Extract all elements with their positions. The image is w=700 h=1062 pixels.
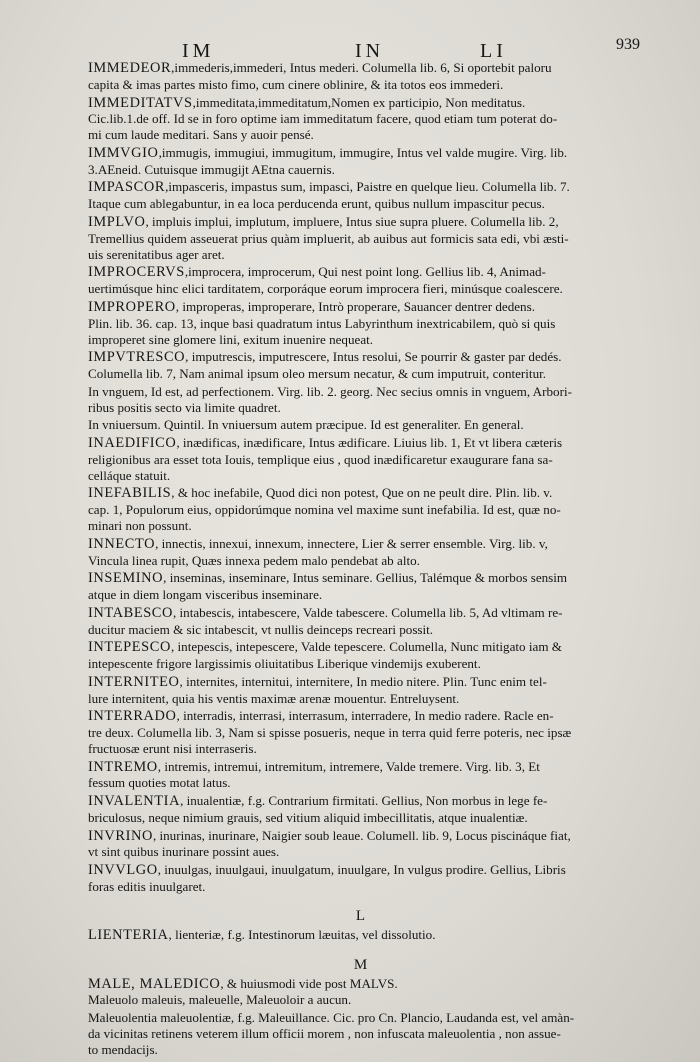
entry-line (88, 332, 673, 348)
entry-text: Maleuolo maleuis, maleuelle, Maleuoloir a aucun. (88, 992, 352, 1008)
entry-text: improperet sine glomere lini, exitum inuenire nequeat. (88, 331, 374, 347)
entry-line (88, 196, 673, 212)
entry-headword: MALE, MALEDICO (88, 975, 221, 992)
entry-text: Columella lib. 7, Nam animal ipsum oleo mersum necatur, & cum imputruit, conteritur. (88, 366, 547, 382)
entry-text: , imputrescis, imputrescere, Intus resolui, Se pourrir & gaster par dedés. (185, 349, 562, 365)
entry-line (88, 844, 673, 860)
entry-text: , internites, internitui, internitere, In medio nitere. Plin. Tunc enim tel- (179, 673, 547, 689)
entry-text: celláque statuit. (88, 467, 171, 483)
dictionary-entry (88, 264, 673, 297)
entry-text: Tremellius quidem asseuerat prius quàm impluerit, ab auibus aut formicis sata edi, vbi æsti- (88, 230, 569, 246)
entry-line (88, 1010, 673, 1026)
entry-text: In vniuersum. Quintil. In vniuersum autem præcipue. Id est generaliter. En general. (88, 417, 524, 433)
entry-text: ,improcera, improcerum, Qui nest point long. Gellius lib. 4, Animad- (184, 264, 546, 280)
entry-line (88, 127, 673, 143)
entry-line (88, 674, 673, 691)
entry-line (88, 349, 673, 366)
dictionary-entry (88, 759, 673, 792)
entry-text: , & huiusmodi vide post MALVS. (220, 975, 398, 991)
dictionary-entry (88, 384, 673, 416)
entry-line (88, 725, 673, 741)
entry-text: , intremis, intremui, intremitum, intremere, Valde tremere. Virg. lib. 3, Et (157, 758, 540, 774)
entry-text: Itaque cum ablegabuntur, in ea loca perducenda erunt, quibus nullum impascitur pecus. (88, 196, 545, 212)
entry-text: fessum quoties motat latus. (88, 775, 231, 791)
entry-headword: IMMEDITATVS (88, 94, 193, 111)
entry-text: Maleuolentia maleuolentiæ, f.g. Maleuillance. Cic. pro Cn. Plancio, Laudanda est, vel amàn- (88, 1010, 575, 1026)
dictionary-entry (88, 179, 673, 212)
dictionary-entry (88, 60, 673, 93)
entry-headword: IMPVTRESCO (88, 349, 186, 366)
entry-line (88, 231, 673, 247)
dictionary-entry (88, 214, 673, 263)
page-number: 939 (616, 36, 640, 53)
entry-line (88, 299, 673, 316)
entry-headword: INAEDIFICO (88, 434, 177, 451)
entry-headword: INTERNITEO (88, 673, 180, 690)
entry-line (88, 810, 673, 826)
entry-headword: INSEMINO (88, 570, 164, 587)
entry-headword: IMMEDEOR (88, 60, 172, 76)
entry-line (88, 741, 673, 757)
entry-line (88, 452, 673, 468)
entry-text: , lienteriæ, f.g. Intestinorum læuitas, vel dissolutio. (168, 926, 436, 942)
entry-line (88, 111, 673, 127)
dictionary-entry (88, 95, 673, 144)
entry-line (88, 60, 673, 77)
dictionary-entry (88, 485, 673, 534)
entry-headword: INTERRADO (88, 708, 177, 725)
entry-text: , inseminas, inseminare, Intus seminare. Gellius, Talémque & morbos sensim (163, 570, 568, 586)
entry-headword: INVVLGO (88, 862, 158, 879)
dictionary-entry (88, 299, 673, 348)
entry-line (88, 622, 673, 638)
entry-text: ,immeditata,immeditatum,Nomen ex participio, Non meditatus. (192, 94, 526, 110)
dictionary-entry (88, 417, 673, 433)
entry-text: mi cum laude meditari. Sans y auoir pensé. (88, 127, 314, 143)
entry-line (88, 759, 673, 776)
entry-text: vt sint quibus inurinare possint aues. (88, 844, 280, 860)
entry-line (88, 247, 673, 263)
entry-text: religionibus ara esset tota Iouis, templique eius , quod inædificaretur exaugurare fana sa- (88, 451, 553, 467)
dictionary-entry (88, 674, 673, 707)
section-letter-heading: M (353, 956, 368, 973)
dictionary-entry (88, 927, 673, 944)
entry-line (88, 605, 673, 622)
entry-text: In vnguem, Id est, ad perfectionem. Virg. lib. 2. georg. Nec secius omnis in vnguem, Arbori- (88, 383, 572, 399)
dictionary-entry (88, 1010, 673, 1058)
entry-line (88, 281, 673, 297)
entry-line (88, 214, 673, 231)
entry-line (88, 879, 673, 895)
entry-line (88, 927, 673, 944)
entry-text: , inuulgas, inuulgaui, inuulgatum, inuulgare, In vulgus prodire. Gellius, Libris (157, 862, 566, 878)
entry-headword: LIENTERIA (88, 926, 169, 943)
dictionary-entry (88, 536, 673, 569)
entry-headword: IMMVGIO (88, 144, 159, 161)
entry-text: uertimúsque hinc elici tarditatem, corporáque eorum improcera fieri, minúsque coalescere. (88, 281, 563, 297)
entry-line (88, 264, 673, 281)
entry-text: , intepescis, intepescere, Valde tepescere. Columella, Nunc mitigato iam & (170, 639, 562, 655)
entry-text: , innectis, innexui, innexum, innectere, Lier & serrer ensemble. Virg. lib. v, (155, 535, 548, 551)
entry-line (88, 95, 673, 112)
entry-text: lure internitent, quia his ventis maximæ arenæ mouentur. Entreluysent. (88, 690, 460, 706)
entry-headword: INTREMO (88, 758, 158, 775)
entry-text: tre deux. Columella lib. 3, Nam si spisse posueris, neque in terra quid ferre poteris, nec ipsæ (88, 725, 572, 741)
entry-line (88, 179, 673, 196)
entry-line (88, 417, 673, 433)
entry-line (88, 468, 673, 484)
entry-line (88, 316, 673, 332)
dictionary-entry (88, 708, 673, 757)
entry-text: ,immederis,immederi, Intus mederi. Columella lib. 6, Si oportebit paloru (171, 60, 552, 75)
entry-line (88, 639, 673, 656)
entry-line (88, 384, 673, 400)
entry-line (88, 587, 673, 603)
entry-text: atque in diem longam visceribus inseminare. (88, 587, 323, 603)
entry-text: intepescente frigore largissimis oliuitatibus Liberique vindemijs exuberent. (88, 656, 481, 672)
entry-line (88, 656, 673, 672)
entry-line (88, 77, 673, 93)
entry-text: foras editis inuulgaret. (88, 878, 206, 894)
entry-text: , improperas, improperare, Intrò properare, Sauancer dentrer dedens. (175, 298, 535, 314)
header-right-guide: LI (480, 40, 507, 62)
entry-text: Vincula linea rupit, Quæs innexa pedem malo pendebat ab alto. (88, 552, 420, 568)
entry-headword: INVALENTIA (88, 793, 181, 810)
entry-text: ribus positis secto via limite quadret. (88, 399, 281, 415)
entry-headword: IMPLVO (88, 213, 146, 230)
entry-line (88, 828, 673, 845)
entry-text: da vicinitas retinens veterem illum officii morem , non infuscata maleuolentia , non assue- (88, 1025, 561, 1041)
entry-line (88, 162, 673, 178)
entry-line (88, 775, 673, 791)
entry-headword: IMPROCERVS (88, 264, 185, 281)
entry-text: , impluis implui, implutum, impluere, Intus siue supra pluere. Columella lib. 2, (145, 213, 559, 229)
entry-text: , inædificas, inædificare, Intus ædificare. Liuius lib. 1, Et vt libera cæteris (176, 434, 563, 450)
entry-headword: INTEPESCO (88, 639, 171, 656)
entry-line (88, 485, 673, 502)
entry-text: briculosus, neque nimium grauis, sed vitium aliquid imbecillitatis, atque inualentiæ. (88, 809, 528, 825)
entry-line (88, 502, 673, 518)
entry-text: , & hoc inefabile, Quod dici non potest, Que on ne peult dire. Plin. lib. v. (171, 485, 553, 501)
dictionary-entry (88, 605, 673, 638)
entry-text: 3.AEneid. Cutuisque immugijt AEtna cauernis. (88, 161, 335, 177)
dictionary-entry (88, 828, 673, 861)
entry-line (88, 976, 673, 993)
entry-text: minari non possunt. (88, 518, 192, 534)
entry-text: capita & imas partes misto fimo, cum cinere oblinire, & ita totos eos immederi. (88, 76, 504, 92)
entry-line (88, 1042, 673, 1058)
entry-line (88, 435, 673, 452)
entry-line (88, 536, 673, 553)
entry-text: fructuosæ erunt nisi interraseris. (88, 740, 257, 756)
entry-line (88, 992, 673, 1008)
entry-text: ,immugis, immugiui, immugitum, immugire, Intus vel valde mugire. Virg. lib. (158, 144, 568, 160)
dictionary-entry (88, 349, 673, 382)
entry-headword: INTABESCO (88, 604, 173, 621)
entries-column (88, 60, 673, 1059)
dictionary-entry (88, 435, 673, 484)
entry-line (88, 691, 673, 707)
entry-line (88, 145, 673, 162)
entry-line (88, 862, 673, 879)
entry-text: ,impasceris, impastus sum, impasci, Paistre en quelque lieu. Columella lib. 7. (165, 179, 570, 195)
entry-text: , inualentiæ, f.g. Contrarium firmitati. Gellius, Non morbus in lege fe- (180, 793, 548, 809)
entry-text: , intabescis, intabescere, Valde tabescere. Columella lib. 5, Ad vltimam re- (173, 604, 563, 620)
dictionary-entry (88, 976, 673, 1009)
entry-headword: INVRINO (88, 827, 153, 844)
entry-line (88, 518, 673, 534)
entry-headword: INNECTO (88, 535, 156, 552)
entry-text: Cic.lib.1.de off. Id se in foro optime iam immeditatum facere, quod etiam tum poterat do- (88, 111, 558, 127)
entry-headword: IMPASCOR (88, 179, 166, 196)
entry-text: , inurinas, inurinare, Naigier soub leaue. Columell. lib. 9, Locus piscináque fiat, (152, 827, 571, 843)
entry-line (88, 793, 673, 810)
entry-line (88, 553, 673, 569)
dictionary-entry (88, 639, 673, 672)
header-left-guide: IM (182, 40, 215, 62)
header-middle-guide: IN (355, 40, 385, 62)
entry-text: , interradis, interrasi, interrasum, interradere, In medio radere. Racle en- (176, 708, 554, 724)
entry-line (88, 570, 673, 587)
entry-text: cap. 1, Populorum eius, oppidorúmque nomina vel maxime sunt inefabilia. Id est, quæ no- (88, 502, 561, 518)
entry-text: Plin. lib. 36. cap. 13, inque basi quadratum intus Labyrinthum inextricabilem, quò si quis (88, 315, 556, 331)
dictionary-entry (88, 793, 673, 826)
entry-headword: IMPROPERO (88, 298, 176, 315)
entry-text: ducitur maciem & sic intabescit, vt nullis deinceps recreari possit. (88, 621, 434, 637)
dictionary-entry (88, 145, 673, 178)
entry-line (88, 1026, 673, 1042)
entry-line (88, 400, 673, 416)
dictionary-entry (88, 570, 673, 603)
entry-text: uis serenitatibus ager aret. (88, 246, 225, 262)
entry-line (88, 366, 673, 382)
dictionary-entry (88, 862, 673, 895)
section-letter-heading: L (355, 907, 366, 924)
entry-headword: INEFABILIS (88, 485, 172, 502)
entry-text: to mendacijs. (88, 1041, 158, 1057)
entry-line (88, 708, 673, 725)
